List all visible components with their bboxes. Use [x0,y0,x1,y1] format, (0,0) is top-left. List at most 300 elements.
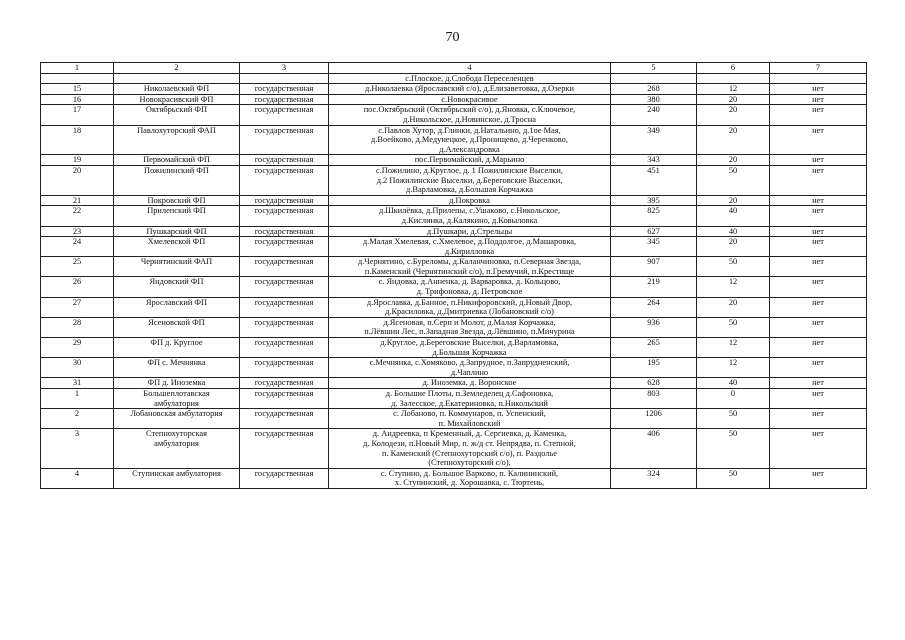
population-count: 195 [647,358,660,368]
medical-facilities-table [40,62,867,489]
ownership-type: государственная [254,378,314,388]
row-number: 27 [72,297,82,307]
status-value: нет [812,105,824,115]
population-count-cell [611,468,697,488]
served-settlements-line: д.Чернятино, с.Буреломы, д.Каланчиновка, п.Северная Звезда, [357,257,582,267]
status-value-cell [770,165,867,195]
row-number-cell [41,317,114,337]
facility-name-line: Яндовский ФП [149,277,204,287]
distance-value-cell [697,429,770,468]
served-settlements-line: пос.Октябрьский (Октябрьский с/о), д.Яновка, с.Ключевое, [363,105,576,115]
status-value: нет [812,195,824,205]
status-value-cell [770,277,867,297]
table-row [41,125,867,155]
facility-name-cell [114,73,240,84]
ownership-type-cell [240,237,329,257]
table-row [41,378,867,389]
status-value-cell [770,226,867,237]
ownership-type: государственная [254,429,314,439]
distance-value: 20 [728,94,738,104]
row-number: 18 [72,125,82,135]
ownership-type-cell [240,206,329,226]
served-settlements-line: д.Воейково, д.Медунецкое, д.Пронищево, д.Черенково, [371,135,568,145]
row-number: 16 [72,94,82,104]
ownership-type-cell [240,84,329,95]
served-settlements-line: п. Каменский (Степнохуторский с/о), п. Раздолье [381,448,558,458]
row-number: 26 [72,277,82,287]
population-count-cell [611,206,697,226]
row-number: 4 [74,468,80,478]
ownership-type: государственная [254,105,314,115]
served-settlements-line: д. Иноземка, д. Воронское [422,378,517,388]
status-value-cell [770,317,867,337]
population-count: 627 [647,226,660,236]
ownership-type: государственная [254,297,314,307]
served-settlements-cell [329,84,611,95]
facility-name-cell [114,317,240,337]
served-settlements-cell [329,409,611,429]
population-count: 265 [647,338,660,348]
column-header: 7 [770,63,867,74]
facility-name-cell [114,378,240,389]
status-value-cell [770,73,867,84]
distance-value-cell [697,206,770,226]
distance-value-cell [697,277,770,297]
status-value-cell [770,257,867,277]
status-value: нет [812,338,824,348]
ownership-type: государственная [254,165,314,175]
ownership-type: государственная [254,358,314,368]
served-settlements-cell [329,317,611,337]
served-settlements-cell [329,105,611,125]
ownership-type-cell [240,195,329,206]
served-settlements-line: д.Пушкари, д.Стрельцы [426,226,513,236]
table-row [41,389,867,409]
facility-name-line: Прилепский ФП [147,206,206,216]
row-number-cell [41,378,114,389]
status-value-cell [770,195,867,206]
facility-name-line: Чернятинский ФАП [140,257,213,267]
facility-name-cell [114,165,240,195]
facility-name-cell [114,237,240,257]
ownership-type: государственная [254,338,314,348]
row-number: 22 [72,206,82,216]
distance-value: 12 [728,358,738,368]
served-settlements-line: (Степнохуторский с/о), [428,458,511,468]
distance-value-cell [697,195,770,206]
row-number-cell [41,237,114,257]
population-count-cell [611,358,697,378]
served-settlements-cell [329,297,611,317]
distance-value-cell [697,73,770,84]
ownership-type-cell [240,378,329,389]
facility-name-cell [114,409,240,429]
population-count-cell [611,317,697,337]
row-number-cell [41,73,114,84]
ownership-type: государственная [254,84,314,94]
population-count-cell [611,297,697,317]
row-number-cell [41,468,114,488]
population-count: 907 [647,257,660,267]
facility-name-line: Новокрасивский ФП [139,94,214,104]
distance-value-cell [697,358,770,378]
ownership-type: государственная [254,317,314,327]
distance-value: 20 [728,237,738,247]
page-number: 70 [445,30,460,45]
ownership-type: государственная [254,257,314,267]
population-count-cell [611,155,697,166]
ownership-type: государственная [254,468,314,478]
table-row [41,237,867,257]
status-value-cell [770,206,867,226]
status-value: нет [812,277,824,287]
served-settlements-line: п.Каменский (Чернятинский с/о), п.Гремучий, п.Крестище [364,266,575,276]
table-row [41,73,867,84]
distance-value: 50 [728,317,738,327]
distance-value-cell [697,409,770,429]
served-settlements-line: х. Ступинский, д. Хорошавка, с. Тюртень, [394,478,545,488]
distance-value-cell [697,297,770,317]
ownership-type-cell [240,358,329,378]
table-row [41,297,867,317]
population-count: 240 [647,105,660,115]
served-settlements-line: д.Николаевка (Ярославский с/о), д.Елизаветовка, д.Озерки [365,84,574,94]
population-count-cell [611,195,697,206]
served-settlements-line: д.Покровка [449,195,490,205]
status-value: нет [812,429,824,439]
distance-value-cell [697,237,770,257]
row-number-cell [41,94,114,105]
served-settlements-line: с.Новокрасивое [441,94,498,104]
distance-value-cell [697,468,770,488]
row-number-cell [41,206,114,226]
row-number-cell [41,84,114,95]
population-count-cell [611,105,697,125]
row-number: 19 [72,155,82,165]
ownership-type: государственная [254,195,314,205]
ownership-type-cell [240,226,329,237]
served-settlements-cell [329,257,611,277]
ownership-type-cell [240,468,329,488]
distance-value-cell [697,338,770,358]
population-count-cell [611,277,697,297]
served-settlements-line: пос.Первомайский, д.Марьино [414,155,525,165]
facility-name-line: Степнохуторская [145,429,207,439]
row-number-cell [41,389,114,409]
row-number-cell [41,195,114,206]
distance-value: 50 [728,409,738,419]
distance-value: 20 [728,297,738,307]
population-count-cell [611,237,697,257]
distance-value-cell [697,125,770,155]
population-count: 345 [647,237,660,247]
population-count-cell [611,429,697,468]
served-settlements-cell [329,155,611,166]
population-count-cell [611,389,697,409]
table-row [41,84,867,95]
row-number-cell [41,125,114,155]
served-settlements-line: д.Ярославка, д.Банное, п.Никифоровский, д.Новый Двор, [366,297,573,307]
ownership-type: государственная [254,94,314,104]
distance-value: 12 [728,338,738,348]
distance-value-cell [697,317,770,337]
table-row [41,105,867,125]
population-count: 324 [647,468,660,478]
ownership-type: государственная [254,237,314,247]
distance-value: 12 [728,277,738,287]
facility-name-line: Большеплотавская [143,389,210,398]
served-settlements-line: с.Мечнянка, с.Хомяково, д.Запрудное, п.Запрудненский, [369,358,570,368]
row-number-cell [41,155,114,166]
status-value: нет [812,237,824,247]
served-settlements-cell [329,226,611,237]
row-number: 23 [72,226,82,236]
status-value-cell [770,378,867,389]
status-value-cell [770,155,867,166]
facility-name-line: Октябрьский ФП [145,105,208,115]
row-number: 24 [72,237,82,247]
served-settlements-cell [329,237,611,257]
row-number-cell [41,105,114,125]
facility-name-cell [114,155,240,166]
served-settlements-line: д.Ясеновая, п.Серп и Молот, д.Малая Корчажка, [383,317,556,327]
ownership-type: государственная [254,155,314,165]
status-value: нет [812,84,824,94]
population-count-cell [611,409,697,429]
distance-value: 40 [728,226,738,236]
served-settlements-line: д.Кислинка, д.Калякино, д.Ковыловка [401,215,538,225]
facility-name-line: ФП д. Иноземка [147,378,206,388]
facility-name-line: Покровский ФП [147,195,206,205]
served-settlements-line: п. Михайловский [438,418,501,428]
facility-name-cell [114,226,240,237]
column-header: 2 [114,63,240,74]
population-count-cell [611,165,697,195]
row-number: 31 [72,378,82,388]
row-number-cell [41,226,114,237]
row-number-cell [41,409,114,429]
served-settlements-line: д.2 Пожилинские Выселки, д.Береговские Выселки, [376,175,563,185]
facility-name-cell [114,389,240,409]
distance-value-cell [697,378,770,389]
row-number: 15 [72,84,82,94]
table-row [41,257,867,277]
served-settlements-line: д.Малая Хмелевая, с.Хмелевое, д.Поддолгое, д.Машаровка, [362,237,577,247]
row-number: 21 [72,195,82,205]
status-value: нет [812,94,824,104]
distance-value-cell [697,257,770,277]
status-value: нет [812,468,824,478]
served-settlements-cell [329,378,611,389]
served-settlements-line: д.Александровка [439,144,500,154]
population-count: 380 [647,94,660,104]
row-number-cell [41,297,114,317]
population-count: 406 [647,429,660,439]
distance-value: 0 [730,389,736,398]
table-header-row [41,63,867,74]
ownership-type: государственная [254,277,314,287]
facility-name-line: Николаевский ФП [143,84,210,94]
served-settlements-line: д.Красиловка, д.Дмитриевка (Лобановский с/о) [385,307,554,317]
served-settlements-line: д. Трифоновка, д. Петровское [416,287,523,297]
ownership-type-cell [240,105,329,125]
facility-name-line: Ярославский ФП [145,297,208,307]
distance-value: 50 [728,468,738,478]
ownership-type-cell [240,94,329,105]
row-number-cell [41,165,114,195]
facility-name-line: Хмелевской ФП [147,237,206,247]
served-settlements-cell [329,277,611,297]
served-settlements-line: д.Шкилёвка, д.Прилепы, с.Ушаково, с.Никольское, [378,206,561,216]
facility-name-cell [114,94,240,105]
facility-name-line: Лобановская амбулатория [130,409,223,419]
served-settlements-cell [329,94,611,105]
served-settlements-line: д.Большая Корчажка [432,347,507,357]
population-count: 264 [647,297,660,307]
table-row [41,206,867,226]
status-value-cell [770,94,867,105]
status-value: нет [812,409,824,419]
population-count: 628 [647,378,660,388]
facility-name-cell [114,277,240,297]
status-value: нет [812,206,824,216]
distance-value: 20 [728,105,738,115]
column-header: 5 [611,63,697,74]
facility-name-cell [114,195,240,206]
distance-value: 20 [728,195,738,205]
served-settlements-line: д.Круглое, д.Береговские Выселки, д.Варламовка, [380,338,559,348]
facility-name-cell [114,84,240,95]
status-value-cell [770,389,867,409]
ownership-type-cell [240,409,329,429]
facility-name-cell [114,105,240,125]
population-count: 219 [647,277,660,287]
served-settlements-line: д.Чаплино [450,367,489,377]
facility-name-cell [114,257,240,277]
status-value: нет [812,297,824,307]
table-body [41,63,867,489]
served-settlements-cell [329,468,611,488]
served-settlements-cell [329,125,611,155]
served-settlements-line: д. Колодези, п.Новый Мир, п. ж/д ст. Непрядва, п. Степной, [363,438,576,448]
ownership-type-cell [240,317,329,337]
status-value: нет [812,257,824,267]
population-count: 936 [647,317,660,327]
ownership-type-cell [240,125,329,155]
table-row [41,94,867,105]
table-row [41,317,867,337]
served-settlements-line: с.Павлов Хутор, д.Глинки, д.Натальино, д.1ое Мая, [378,125,561,135]
column-header: 3 [240,63,329,74]
table-row [41,429,867,468]
row-number-cell [41,338,114,358]
ownership-type: государственная [254,206,314,216]
facility-name-cell [114,338,240,358]
status-value-cell [770,105,867,125]
facility-name-cell [114,429,240,468]
column-header: 4 [329,63,611,74]
ownership-type: государственная [254,125,314,135]
status-value-cell [770,468,867,488]
ownership-type-cell [240,73,329,84]
served-settlements-cell [329,429,611,468]
population-count: 451 [647,165,660,175]
facility-name-cell [114,297,240,317]
ownership-type-cell [240,297,329,317]
table-row [41,338,867,358]
status-value: нет [812,125,824,135]
facility-name-cell [114,206,240,226]
ownership-type: государственная [254,226,314,236]
served-settlements-cell [329,195,611,206]
distance-value-cell [697,94,770,105]
served-settlements-cell [329,73,611,84]
row-number-cell [41,257,114,277]
row-number: 20 [72,165,82,175]
status-value: нет [812,165,824,175]
table-row [41,409,867,429]
distance-value: 50 [728,257,738,267]
status-value-cell [770,125,867,155]
served-settlements-cell [329,389,611,409]
distance-value-cell [697,105,770,125]
row-number-cell [41,358,114,378]
ownership-type-cell [240,257,329,277]
population-count: 1206 [645,409,662,419]
distance-value-cell [697,389,770,409]
row-number: 30 [72,358,82,368]
row-number-cell [41,429,114,468]
table-row [41,468,867,488]
column-header: 1 [41,63,114,74]
distance-value: 40 [728,206,738,216]
table-row [41,277,867,297]
facility-name-line: Павлохуторский ФАП [137,125,216,135]
served-settlements-line: с.Пожилино, д.Круглое, д. 1 Пожилинские Выселки, [375,165,564,175]
ownership-type-cell [240,389,329,409]
table-row [41,165,867,195]
served-settlements-line: с.Плоское, д.Слобода Переселенцев [405,73,534,83]
ownership-type-cell [240,429,329,468]
distance-value: 20 [728,125,738,135]
served-settlements-cell [329,358,611,378]
distance-value-cell [697,226,770,237]
population-count-cell [611,84,697,95]
ownership-type: государственная [254,409,314,419]
status-value: нет [812,317,824,327]
distance-value-cell [697,165,770,195]
population-count-cell [611,338,697,358]
distance-value: 40 [728,378,738,388]
facility-name-line: Пожилинский ФП [144,165,209,175]
status-value-cell [770,429,867,468]
status-value-cell [770,358,867,378]
served-settlements-cell [329,206,611,226]
served-settlements-line: д.Варламовка, д.Большая Корчажка [406,185,533,195]
population-count: 349 [647,125,660,135]
population-count: 343 [647,155,660,165]
status-value: нет [812,155,824,165]
distance-value: 50 [728,429,738,439]
facility-name-line: ФП д. Круглое [150,338,203,348]
status-value-cell [770,297,867,317]
ownership-type-cell [240,155,329,166]
served-settlements-cell [329,165,611,195]
population-count-cell [611,125,697,155]
served-settlements-line: д. Андреевка, п Кременный, д. Сергиевка, д. Каменка, [372,429,567,439]
ownership-type: государственная [254,389,314,398]
ownership-type-cell [240,338,329,358]
